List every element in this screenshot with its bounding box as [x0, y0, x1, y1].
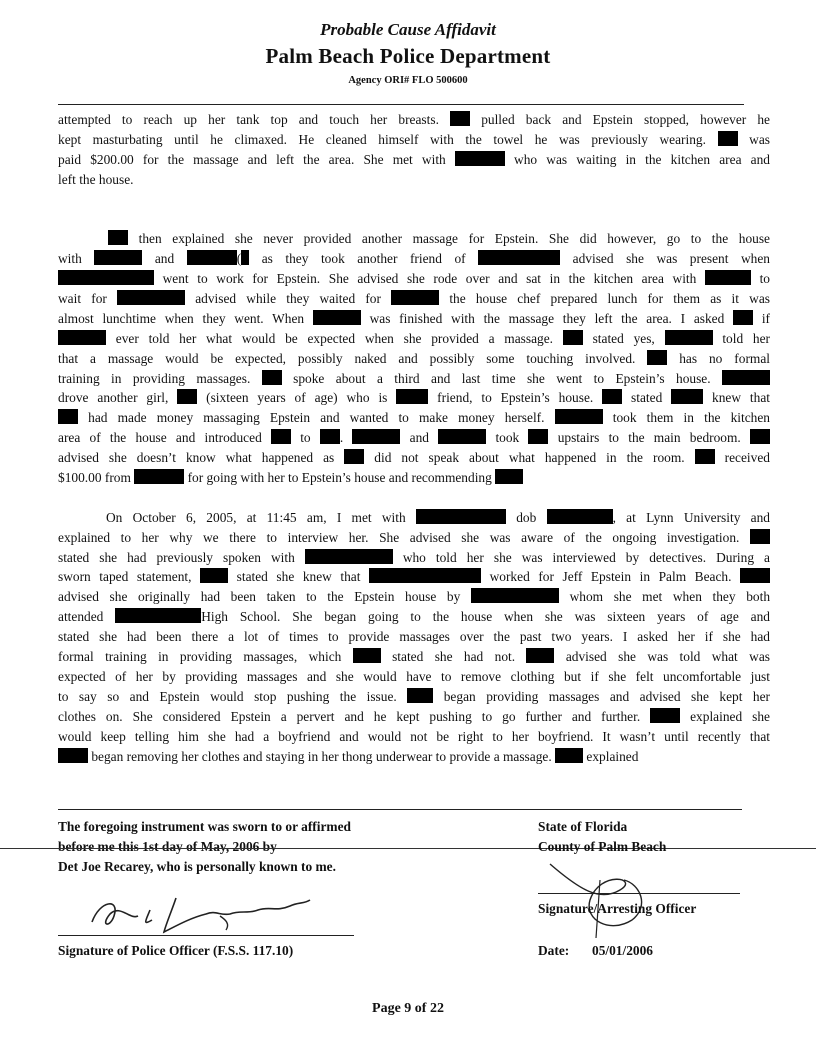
redaction-block	[241, 250, 249, 265]
affidavit-title: Probable Cause Affidavit	[320, 20, 496, 39]
redaction-block	[200, 568, 228, 583]
redaction-block	[115, 608, 201, 623]
redaction-block	[313, 310, 361, 325]
oath-line-3: Det Joe Recarey, who is personally known to me.	[58, 859, 336, 874]
body-line	[58, 488, 770, 508]
affidavit-body	[58, 110, 770, 766]
redaction-block	[58, 748, 88, 763]
body-line	[58, 209, 770, 229]
body-line	[58, 567, 770, 587]
body-text: friend, to Epstein’s house.	[428, 390, 603, 406]
body-line	[58, 428, 770, 448]
redaction-block	[750, 529, 770, 544]
redaction-block	[495, 469, 523, 484]
body-text: (	[236, 251, 242, 267]
redaction-block	[547, 509, 613, 524]
body-text: for going with her to Epstein’s house and recommending	[184, 470, 496, 486]
redaction-block	[705, 270, 751, 285]
redaction-block	[671, 389, 703, 404]
redaction-block	[396, 389, 428, 404]
body-text: to	[290, 430, 320, 446]
body-text: attended	[58, 609, 116, 625]
body-text: went to work for Epstein. She advised she rode over and sat in the kitchen area with	[154, 271, 705, 287]
redaction-block	[722, 370, 770, 385]
arresting-signature-line	[538, 893, 740, 894]
body-text: began providing massages and advised she kept her	[433, 688, 771, 704]
body-text: that a massage would be expected, possibly naked and possibly some touching involved.	[58, 350, 648, 366]
body-text: upstairs to the main bedroom.	[548, 430, 750, 446]
redaction-block	[320, 429, 340, 444]
body-text: stated yes,	[582, 330, 665, 346]
body-text: to say so and Epstein would stop pushing the issue.	[58, 688, 408, 704]
redaction-block	[563, 330, 583, 345]
body-line	[58, 747, 770, 767]
body-text: who told her she was interviewed by detectives. During a	[392, 549, 770, 565]
redaction-block	[353, 648, 381, 663]
redaction-block	[528, 429, 548, 444]
body-text: wait for	[58, 291, 118, 307]
body-text: and	[400, 430, 439, 446]
body-line	[58, 249, 770, 269]
body-line	[58, 309, 770, 329]
body-text: advised she was told what was	[554, 649, 770, 665]
body-text: explained she	[680, 708, 770, 724]
body-text: with	[58, 251, 95, 267]
officer-signature-label: Signature of Police Officer (F.S.S. 117.10)	[58, 943, 294, 958]
county-label: County of Palm Beach	[538, 839, 667, 854]
redaction-block	[407, 688, 433, 703]
body-text: stated she had previously spoken with	[58, 549, 305, 565]
redaction-block	[650, 708, 680, 723]
body-text: the house chef prepared lunch for them as it was	[439, 291, 770, 307]
body-text: clothes on. She considered Epstein a pervert and he kept pushing to go further and further.	[58, 708, 651, 724]
redaction-block	[425, 568, 481, 583]
body-text: whom she met when they both	[558, 589, 771, 605]
redaction-block	[352, 429, 400, 444]
body-line	[58, 587, 770, 607]
body-line	[58, 408, 770, 428]
body-line	[58, 329, 770, 349]
body-line	[58, 229, 770, 249]
body-text: explained	[583, 748, 639, 764]
oath-line-1: The foregoing instrument was sworn to or affirmed	[58, 819, 351, 834]
body-text: was finished with the massage they left the area. I asked	[360, 310, 734, 326]
body-text: had made money massaging Epstein and wanted to make money herself.	[78, 410, 555, 426]
body-line	[58, 349, 770, 369]
redaction-block	[526, 648, 554, 663]
body-line	[58, 388, 770, 408]
redaction-block	[647, 350, 667, 365]
redaction-block	[733, 310, 753, 325]
redaction-block	[187, 250, 237, 265]
body-text: advised she doesn’t know what happened as	[58, 450, 345, 466]
body-text: spoke about a third and last time she went to Epstein’s house.	[281, 370, 723, 386]
body-text: dob	[505, 509, 547, 525]
body-line	[58, 448, 770, 468]
redaction-block	[108, 230, 128, 245]
redaction-block	[134, 469, 184, 484]
redaction-block	[665, 330, 713, 345]
redaction-block	[177, 389, 197, 404]
redaction-block	[450, 111, 470, 126]
oath-line-2: before me this 1st day of May, 2006 by	[58, 839, 277, 854]
body-line	[58, 269, 770, 289]
body-text: has no formal	[667, 350, 770, 366]
body-line	[58, 687, 770, 707]
footer-rule	[58, 809, 742, 810]
redaction-block	[117, 290, 165, 305]
redaction-block	[472, 509, 506, 524]
body-text: kept masturbating until he climaxed. He cleaned himself with the towel he was previously wearing.	[58, 131, 718, 147]
body-text: ever told her what would be expected when she provided a massage.	[106, 330, 563, 346]
redaction-block	[455, 151, 505, 166]
body-text: then explained she never provided another massage for Epstein. She did however, go to the house	[128, 231, 770, 247]
body-text: stated	[622, 390, 672, 406]
body-text: did not speak about what happened in the room.	[364, 450, 695, 466]
redaction-block	[58, 270, 106, 285]
redaction-block	[471, 588, 511, 603]
body-text: expected of her by providing massages and she would have to remove clothing but if she felt uncomfortable just	[58, 668, 770, 684]
body-line	[58, 170, 770, 190]
body-line	[58, 130, 770, 150]
body-text: to	[750, 271, 770, 287]
redaction-block	[555, 409, 603, 424]
redaction-block	[165, 290, 185, 305]
body-text: area of the house and introduced	[58, 430, 271, 446]
body-text: began removing her clothes and staying in her thong underwear to provide a massage.	[88, 748, 556, 764]
body-text: formal training in providing massages, which	[58, 649, 353, 665]
body-text: advised she was present when	[560, 251, 770, 267]
body-text: would keep telling him she had a boyfriend and would not be right to her boyfriend. It wasn’t until recently that	[58, 728, 770, 744]
department-name: Palm Beach Police Department	[265, 44, 551, 68]
body-line	[58, 727, 770, 747]
header-rule	[58, 104, 744, 105]
body-text: sworn taped statement,	[58, 569, 201, 585]
redaction-block	[740, 568, 770, 583]
body-text: stated she had not.	[380, 649, 527, 665]
body-text: advised while they waited for	[185, 291, 392, 307]
body-text: .	[339, 430, 353, 446]
redaction-block	[391, 290, 439, 305]
redaction-block	[416, 509, 472, 524]
date-value: 05/01/2006	[592, 943, 654, 958]
body-text: drove another girl,	[58, 390, 178, 406]
redaction-block	[106, 270, 154, 285]
body-line	[58, 369, 770, 389]
body-text: (sixteen years of age) who is	[197, 390, 397, 406]
body-line	[58, 607, 770, 627]
body-text: stated she had been there a lot of times to provide massages over the past two years. I asked her if she had	[58, 629, 770, 645]
redaction-block	[58, 330, 106, 345]
body-text: pulled back and Epstein stopped, however he	[470, 112, 770, 127]
body-text: stated she knew that	[228, 569, 370, 585]
redaction-block	[540, 250, 560, 265]
body-text: left the house.	[58, 171, 134, 187]
officer-signature-line	[58, 935, 354, 936]
redaction-block	[353, 549, 393, 564]
body-text: and	[142, 251, 187, 267]
body-text: was	[737, 131, 770, 147]
state-label: State of Florida	[538, 819, 628, 834]
body-text: who was waiting in the kitchen area and	[504, 151, 770, 167]
redaction-block	[602, 389, 622, 404]
redaction-block	[478, 250, 540, 265]
redaction-block	[58, 409, 78, 424]
body-text: On October 6, 2005, at 11:45 am, I met with	[106, 509, 416, 525]
body-text: knew that	[703, 390, 771, 406]
agency-ori: Agency ORI# FLO 500600	[348, 75, 468, 86]
body-text: worked for Jeff Epstein in Palm Beach.	[481, 569, 741, 585]
body-text: took	[486, 430, 529, 446]
body-text: paid $200.00 for the massage and left the area. She met with	[58, 151, 455, 167]
body-line	[58, 110, 770, 130]
body-text: training in providing massages.	[58, 370, 262, 386]
redaction-block	[94, 250, 142, 265]
redaction-block	[262, 370, 282, 385]
officer-signature	[80, 880, 340, 940]
redaction-block	[555, 748, 583, 763]
body-text: , at Lynn University and	[612, 509, 770, 525]
redaction-block	[438, 429, 486, 444]
body-text: $100.00 from	[58, 470, 135, 486]
body-line	[58, 150, 770, 170]
body-text: explained to her why we there to interview her. She advised she was aware of the ongoing investigation.	[58, 529, 750, 545]
body-text: if	[753, 310, 770, 326]
body-text: received	[714, 450, 770, 466]
redaction-block	[511, 588, 559, 603]
body-line	[58, 289, 770, 309]
body-line	[58, 468, 770, 488]
redaction-block	[718, 131, 738, 146]
body-text: almost lunchtime when they went. When	[58, 310, 313, 326]
redaction-block	[271, 429, 291, 444]
strikethrough-line	[0, 848, 816, 849]
redaction-block	[750, 429, 770, 444]
body-line	[58, 528, 770, 548]
body-line	[58, 508, 770, 528]
arresting-officer-label: Signature/Arresting Officer	[538, 901, 697, 916]
date-label: Date:	[538, 943, 570, 958]
body-text: advised she originally had been taken to the Epstein house by	[58, 589, 471, 605]
body-text: took them in the kitchen	[602, 410, 770, 426]
redaction-block	[695, 449, 715, 464]
body-line	[58, 647, 770, 667]
body-line	[58, 548, 770, 568]
redaction-block	[305, 549, 353, 564]
body-text: High School. She began going to the house when she was sixteen years of age and	[201, 609, 770, 625]
body-line	[58, 627, 770, 647]
body-line	[58, 190, 770, 210]
body-text: as they took another friend of	[249, 251, 479, 267]
redaction-block	[369, 568, 425, 583]
body-line	[58, 667, 770, 687]
body-text: attempted to reach up her tank top and touch her breasts.	[58, 112, 451, 127]
page-number: Page 9 of 22	[372, 1001, 444, 1016]
body-text: told her	[712, 330, 771, 346]
body-line	[58, 707, 770, 727]
redaction-block	[344, 449, 364, 464]
